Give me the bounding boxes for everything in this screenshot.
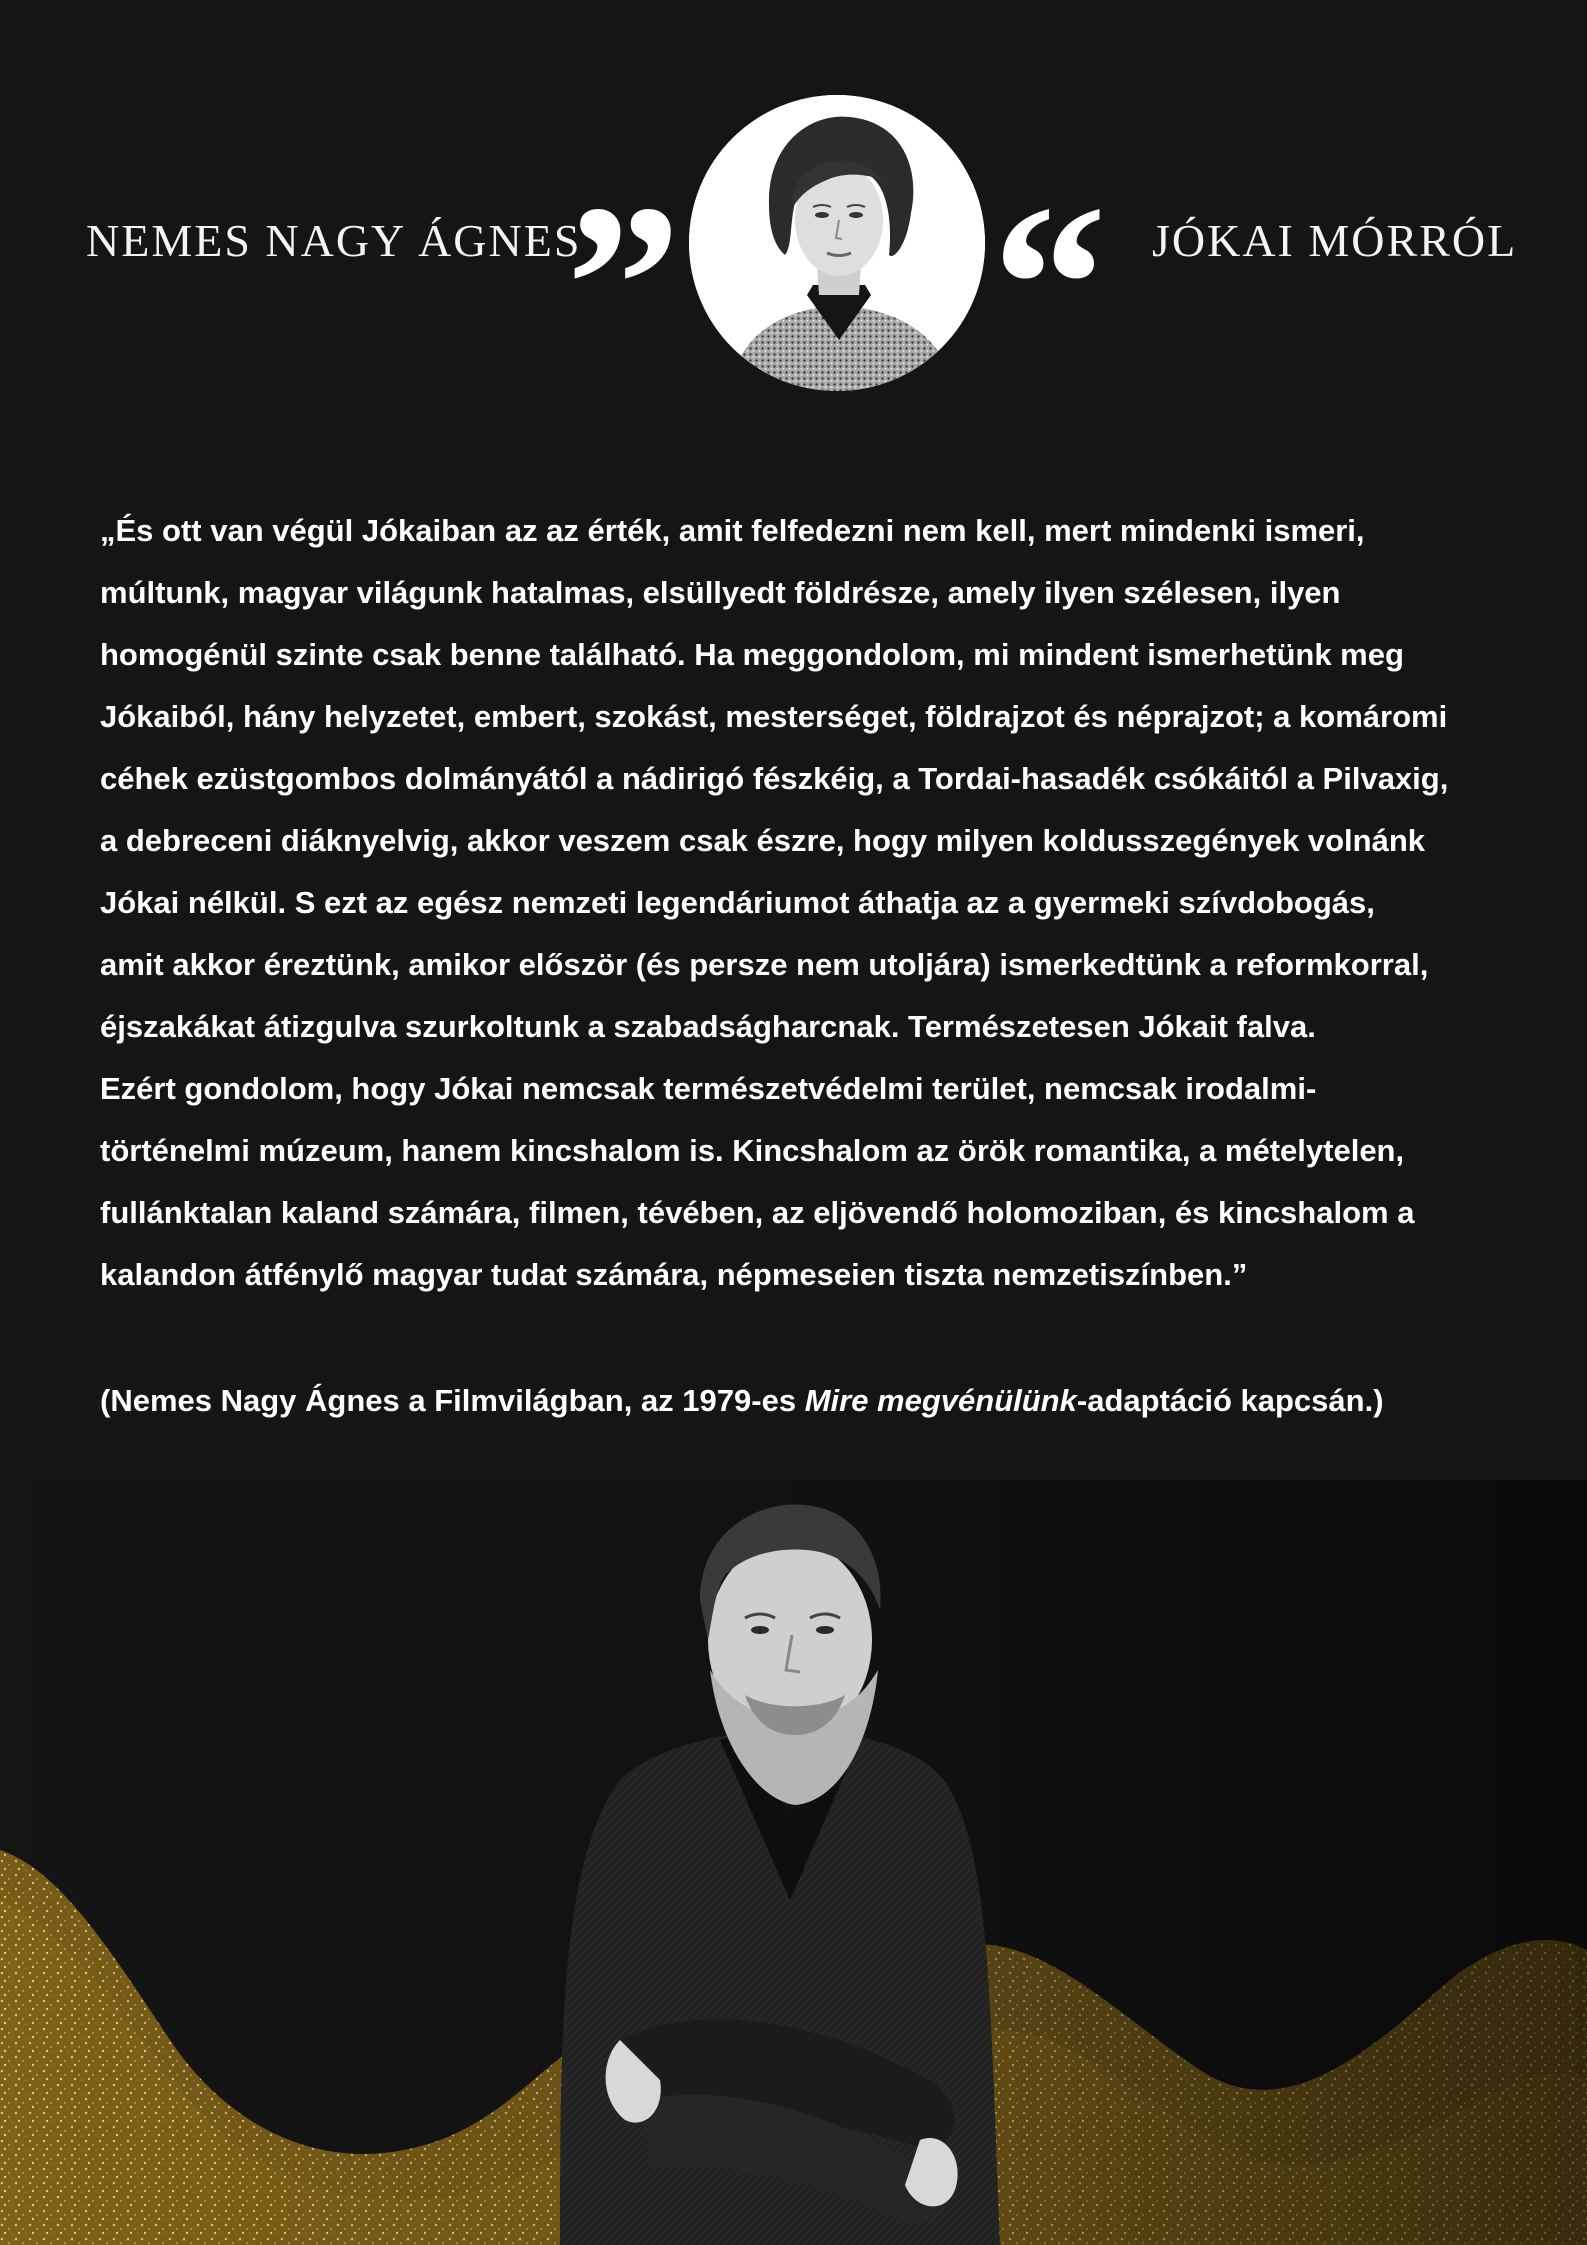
- quote-line: Ezért gondolom, hogy Jókai nemcsak természetvédelmi terület, nemcsak irodalmi-: [100, 1071, 1317, 1106]
- source-suffix: -adaptáció kapcsán.): [1076, 1383, 1384, 1418]
- author-name-heading: NEMES NAGY ÁGNES: [86, 215, 582, 266]
- quote-line: céhek ezüstgombos dolmányától a nádirigó fészkéig, a Tordai-hasadék csókáitól a Pilvaxig,: [100, 761, 1449, 796]
- quote-line: fullánktalan kaland számára, filmen, tévében, az eljövendő holomoziban, és kincshalom a: [100, 1195, 1415, 1230]
- quote-line: a debreceni diáknyelvig, akkor veszem csak észre, hogy milyen koldusszegények volnánk: [100, 823, 1426, 858]
- woman-portrait-photo: [689, 95, 985, 391]
- source-film-title: Mire megvénülünk: [804, 1383, 1077, 1418]
- quote-line: homogénül szinte csak benne található. Ha meggondolom, mi mindent ismerhetünk meg: [100, 637, 1404, 672]
- subject-heading: JÓKAI MÓRRÓL: [1152, 215, 1518, 266]
- bottom-illustration: [0, 1480, 1587, 2245]
- quote-source: [100, 1370, 1500, 1432]
- opening-quote-mark-icon: “: [992, 157, 1107, 412]
- quote-line: Jókaiból, hány helyzetet, embert, szokást, mesterséget, földrajzot és néprajzot; a komáromi: [100, 699, 1448, 734]
- quote-line: történelmi múzeum, hanem kincshalom is. Kincshalom az örök romantika, a mételytelen,: [100, 1133, 1405, 1168]
- quote-line: amit akkor éreztünk, amikor először (és persze nem utoljára) ismerkedtünk a reformkorral,: [100, 947, 1429, 982]
- quote-line: „És ott van végül Jókaiban az az érték, amit felfedezni nem kell, mert mindenki ismeri,: [100, 513, 1365, 548]
- quote-line: múltunk, magyar világunk hatalmas, elsüllyedt földrésze, amely ilyen szélesen, ilyen: [100, 575, 1341, 610]
- quote-text: [100, 500, 1500, 1306]
- quote-line: kalandon átfénylő magyar tudat számára, népmeseien tiszta nemzetiszínben.”: [100, 1257, 1248, 1292]
- closing-quote-mark-icon: ”: [566, 157, 681, 412]
- quote-line: Jókai nélkül. S ezt az egész nemzeti legendáriumot áthatja az a gyermeki szívdobogás,: [100, 885, 1375, 920]
- quote-line: éjszakákat átizgulva szurkoltunk a szabadságharcnak. Természetesen Jókait falva.: [100, 1009, 1316, 1044]
- source-prefix: (Nemes Nagy Ágnes a Filmvilágban, az 1979-es: [100, 1383, 805, 1418]
